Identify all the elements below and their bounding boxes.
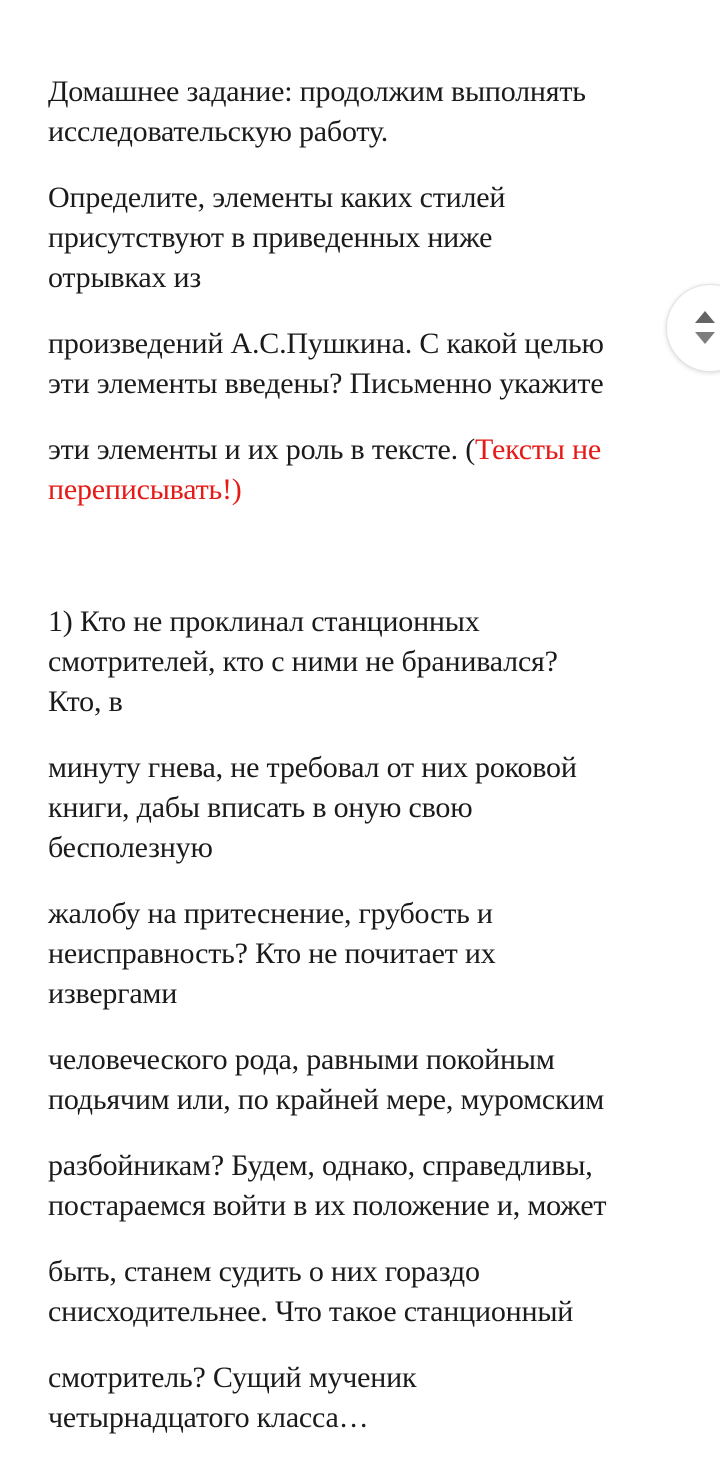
paragraph-task-cont (48, 324, 674, 404)
paragraph-warning (48, 430, 674, 510)
text-line: человеческого рода, равными покойным (48, 1043, 555, 1076)
text-line: смотрителей, кто с ними не бранивался? (48, 645, 558, 678)
text-segment: эти элементы и их роль в тексте. ( (48, 433, 475, 466)
blank-line (48, 536, 674, 576)
paragraph-excerpt-2 (48, 748, 674, 868)
empty-paragraph (48, 536, 674, 576)
text-line: четырнадцатого класса… (48, 1401, 369, 1434)
text-line: минуту гнева, не требовал от них роковой (48, 751, 577, 784)
text-line: бесполезную (48, 831, 213, 864)
text-line: исследовательскую работу. (48, 115, 389, 148)
text-line: произведений А.С.Пушкина. С какой целью (48, 327, 604, 360)
text-line: быть, станем судить о них гораздо (48, 1255, 480, 1288)
warning-text-red: переписывать!) (48, 473, 242, 506)
text-line: 1) Кто не проклинал станционных (48, 605, 480, 638)
scroll-down-icon[interactable] (695, 332, 715, 344)
text-line: присутствуют в приведенных ниже (48, 221, 493, 254)
text-line: жалобу на притеснение, грубость и (48, 897, 493, 930)
text-line: подьячим или, по крайней мере, муромским (48, 1083, 605, 1116)
text-line: разбойникам? Будем, однако, справедливы, (48, 1149, 593, 1182)
text-line: снисходительнее. Что такое станционный (48, 1295, 574, 1328)
paragraph-excerpt-6 (48, 1252, 674, 1332)
paragraph-excerpt-5 (48, 1146, 674, 1226)
scroll-buttons (695, 311, 715, 344)
scroll-up-icon[interactable] (695, 311, 715, 323)
paragraph-task (48, 178, 674, 298)
text-line: книги, дабы вписать в оную свою (48, 791, 473, 824)
text-line: отрывках из (48, 261, 202, 294)
paragraph-homework (48, 72, 674, 152)
text-line: неисправность? Кто не почитает их (48, 937, 496, 970)
text-line: Домашнее задание: продолжим выполнять (48, 75, 586, 108)
text-line (48, 430, 674, 470)
text-line: постараемся войти в их положение и, может (48, 1189, 607, 1222)
text-line: Определите, элементы каких стилей (48, 181, 506, 214)
warning-text-red: Тексты не (475, 433, 601, 466)
paragraph-excerpt-1 (48, 602, 674, 722)
paragraph-excerpt-4 (48, 1040, 674, 1120)
text-line: эти элементы введены? Письменно укажите (48, 367, 604, 400)
text-line: извергами (48, 977, 178, 1010)
text-line: Кто, в (48, 685, 123, 718)
text-line: смотритель? Сущий мученик (48, 1361, 417, 1394)
paragraph-excerpt-3 (48, 894, 674, 1014)
paragraph-excerpt-7 (48, 1358, 674, 1438)
